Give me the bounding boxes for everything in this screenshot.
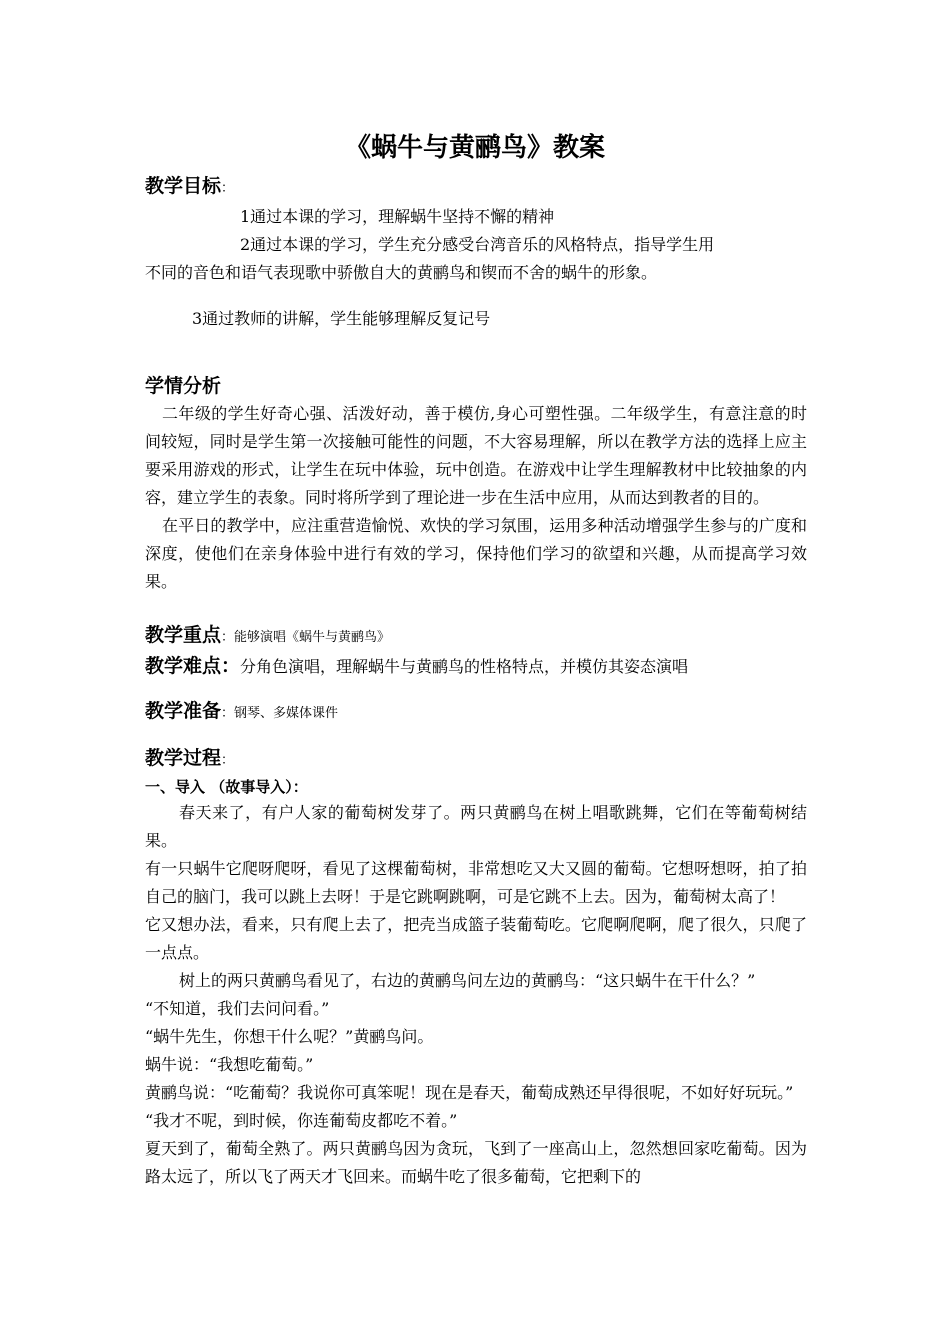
objectives-heading-colon: ： [221,181,235,196]
story-paragraph: 夏天到了，葡萄全熟了。两只黄鹂鸟因为贪玩，飞到了一座高山上，忽然想回家吃葡萄。因为路太远了，所以飞了两天才飞回来。而蜗牛吃了很多葡萄，它把剩下的 [145,1139,807,1186]
objectives-heading [145,172,807,203]
key-points-section [145,621,807,681]
difficulty-text: 分角色演唱，理解蜗牛与黄鹂鸟的性格特点，并模仿其姿态演唱 [240,657,689,676]
story-dialogue: 蜗牛说：“我想吃葡萄。” [145,1055,314,1074]
story-paragraph: 有一只蜗牛它爬呀爬呀，看见了这棵葡萄树，非常想吃又大又圆的葡萄。它想呀想呀，拍了拍自己的脑门，我可以跳上去呀！于是它跳啊跳啊，可是它跳不上去。因为，葡萄树太高了！ [145,859,807,906]
analysis-paragraph: 二年级的学生好奇心强、活泼好动，善于模仿,身心可塑性强。二年级学生，有意注意的时间较短，同时是学生第一次接触可能性的问题，不大容易理解，所以在教学方法的选择上应主要采用游戏的形式，让学生在玩中体验，玩中创造。在游戏中让学生理解教材中比较抽象的内容，建立学生的表象。同时将所学到了理论进一步在生活中应用，从而达到教者的目的。 [145,404,807,507]
analysis-section [145,372,807,596]
objectives-heading-text: 教学目标 [145,175,222,197]
objective-item: 1通过本课的学习，理解蜗牛坚持不懈的精神 [240,207,555,226]
objective-item: 3通过教师的讲解，学生能够理解反复记号 [192,309,491,328]
process-heading [145,744,807,775]
key-point-heading: 教学重点 [145,624,222,646]
analysis-body [145,400,807,596]
process-heading-colon: ： [221,753,235,768]
preparation-text: 钢琴、多媒体课件 [234,706,339,721]
story-dialogue: “蜗牛先生，你想干什么呢？”黄鹂鸟问。 [145,1027,434,1046]
difficulty-heading: 教学难点： [145,655,241,677]
process-section [145,744,807,1191]
analysis-paragraph: 在平日的教学中，应注重营造愉悦、欢快的学习氛围，运用多种活动增强学生参与的广度和深度，使他们在亲身体验中进行有效的学习，保持他们学习的欲望和兴趣，从而提高学习效果。 [145,516,807,591]
story-paragraph: 它又想办法，看来，只有爬上去了，把壳当成篮子装葡萄吃。它爬啊爬啊，爬了很久，只爬了一点点。 [145,915,807,962]
story-paragraph: 春天来了，有户人家的葡萄树发芽了。两只黄鹂鸟在树上唱歌跳舞，它们在等葡萄树结果。 [145,803,807,850]
document-title: 《蜗牛与黄鹂鸟》教案 [344,133,605,163]
process-heading-text: 教学过程 [145,747,222,769]
preparation-line [145,697,807,728]
objective-item-continued: 不同的音色和语气表现歌中骄傲自大的黄鹂鸟和锲而不舍的蜗牛的形象。 [145,263,658,282]
story-dialogue: 黄鹂鸟说：“吃葡萄？我说你可真笨呢！现在是春天，葡萄成熟还早得很呢，不如好好玩玩。” [145,1083,794,1102]
objectives-section [145,172,807,333]
story-dialogue: “不知道，我们去问问看。” [145,999,330,1018]
story-body [145,799,807,1191]
preparation-section [145,697,807,728]
objectives-list [145,203,807,333]
preparation-colon: ： [221,706,235,721]
intro-subheading: 一、导入 （故事导入）： [145,778,308,796]
difficulty-line [145,652,807,681]
story-dialogue: “我才不呢，到时候，你连葡萄皮都吃不着。” [145,1111,458,1130]
objective-item: 2通过本课的学习，学生充分感受台湾音乐的风格特点，指导学生用 [240,235,715,254]
key-point-colon: ： [221,630,235,645]
story-paragraph: 树上的两只黄鹂鸟看见了，右边的黄鹂鸟问左边的黄鹂鸟：“这只蜗牛在干什么？” [179,971,756,990]
key-point-line [145,621,807,652]
key-point-text: 能够演唱《蜗牛与黄鹂鸟》 [234,630,391,645]
analysis-heading: 学情分析 [145,375,222,397]
preparation-heading: 教学准备 [145,700,222,722]
